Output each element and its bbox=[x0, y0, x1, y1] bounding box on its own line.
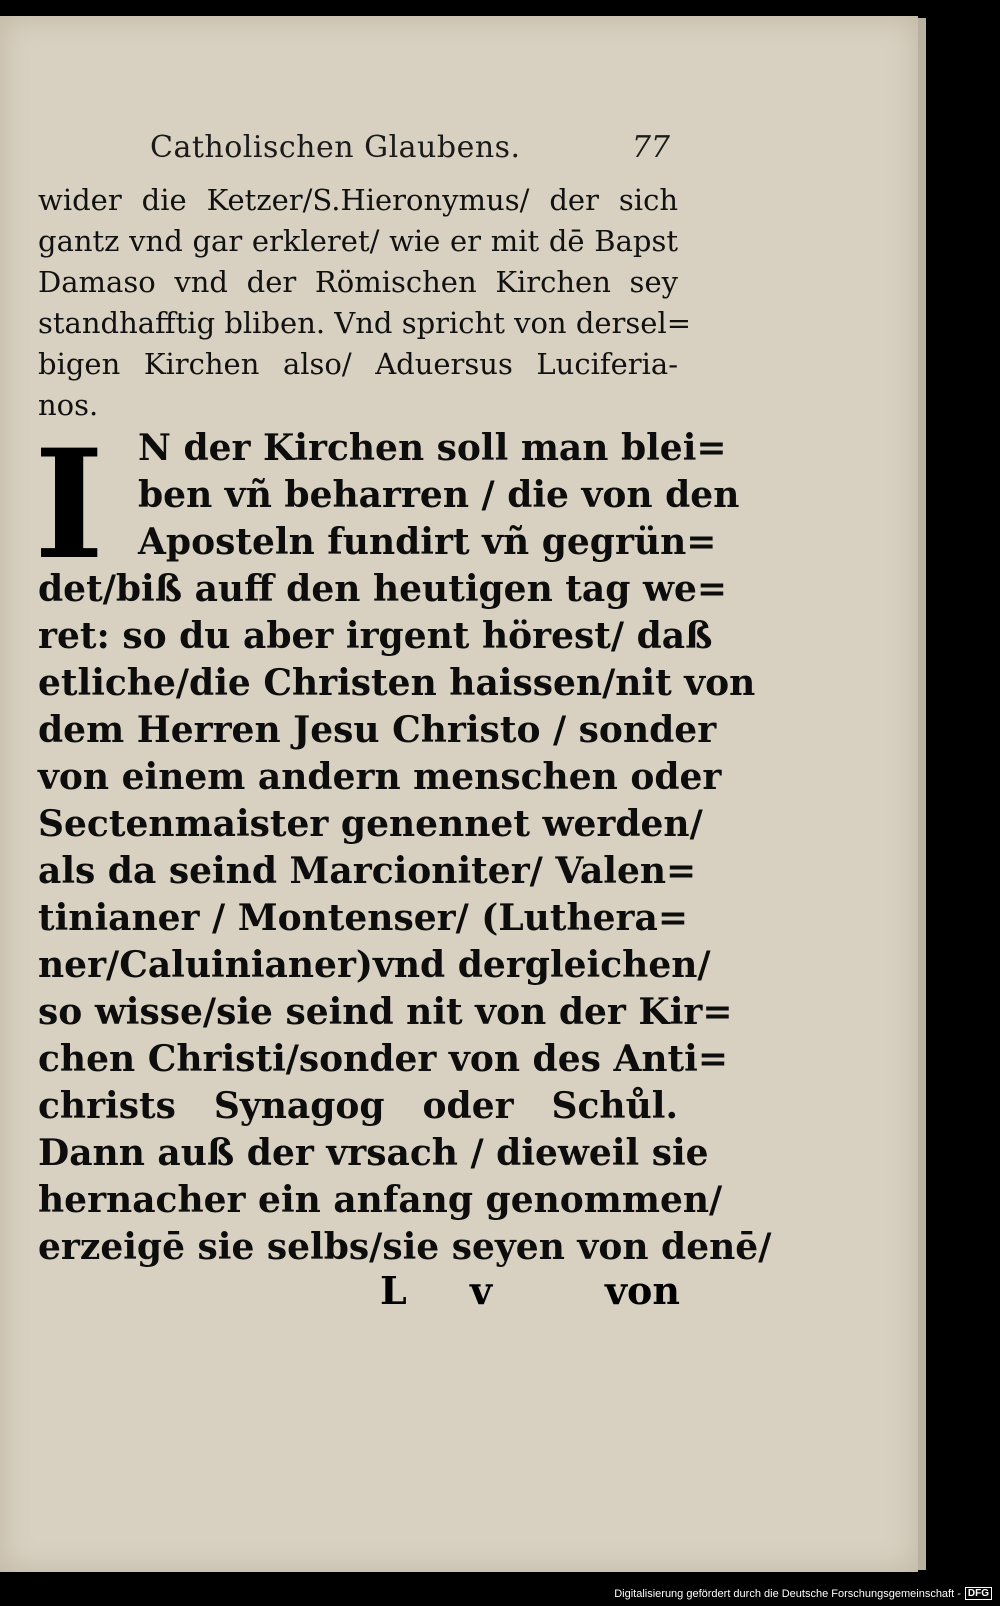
text-line: etliche/die Christen haissen/nit von bbox=[38, 662, 756, 704]
text-line: Aposteln fundirt vñ gegrün= bbox=[138, 521, 717, 563]
footer-text: Digitalisierung gefördert durch die Deutsche Forschungsgemeinschaft - bbox=[614, 1587, 961, 1600]
text-line: von einem andern menschen oder bbox=[38, 756, 722, 798]
catchword: von bbox=[604, 1268, 680, 1313]
text-line: dem Herren Jesu Christo / sonder bbox=[38, 709, 717, 751]
text-line: N der Kirchen soll man blei= bbox=[138, 427, 727, 469]
page-edge bbox=[918, 18, 926, 1570]
text-line: christs Synagog oder Schůl. bbox=[38, 1085, 678, 1127]
text-line: erzeigē sie selbs/sie seyen von denē/ bbox=[38, 1226, 772, 1268]
text-line: Dann auß der vrsach / dieweil sie bbox=[38, 1132, 709, 1174]
dfg-logo-icon: DFG bbox=[965, 1587, 992, 1600]
text-line: ben vñ beharren / die von den bbox=[138, 474, 740, 516]
text-line: Damaso vnd der Römischen Kirchen sey bbox=[38, 265, 678, 299]
text-line: ner/Caluinianer)vnd dergleichen/ bbox=[38, 944, 711, 986]
text-line: wider die Ketzer/S.Hieronymus/ der sich bbox=[38, 183, 678, 217]
quotation-paragraph bbox=[38, 425, 772, 1271]
text-line: bigen Kirchen also/ Aduersus Luciferia- bbox=[38, 347, 678, 381]
text-line: nos. bbox=[38, 388, 99, 422]
text-line: det/biß auff den heutigen tag we= bbox=[38, 568, 728, 610]
signature-mark: L bbox=[380, 1268, 407, 1313]
sheet-number: v bbox=[470, 1268, 493, 1313]
text-line: als da seind Marcioniter/ Valen= bbox=[38, 850, 697, 892]
page-number: 77 bbox=[631, 130, 670, 165]
running-title: Catholischen Glaubens. bbox=[150, 130, 521, 165]
text-line: tinianer / Montenser/ (Luthera= bbox=[38, 897, 688, 939]
text-line: ret: so du aber irgent hörest/ daß bbox=[38, 615, 713, 657]
intro-paragraph bbox=[38, 180, 692, 426]
text-line: Sectenmaister genennet werden/ bbox=[38, 803, 703, 845]
text-line: gantz vnd gar erkleret/ wie er mit dē Bapst bbox=[38, 224, 678, 258]
text-line: hernacher ein anfang genommen/ bbox=[38, 1179, 723, 1221]
text-line: standhafftig bliben. Vnd spricht von dersel= bbox=[38, 306, 692, 340]
text-line: chen Christi/sonder von des Anti= bbox=[38, 1038, 729, 1080]
catchword-line bbox=[380, 1268, 680, 1318]
digitization-footer bbox=[614, 1587, 992, 1600]
drop-initial: I bbox=[34, 417, 105, 593]
running-header bbox=[150, 130, 670, 174]
text-line: so wisse/sie seind nit von der Kir= bbox=[38, 991, 733, 1033]
